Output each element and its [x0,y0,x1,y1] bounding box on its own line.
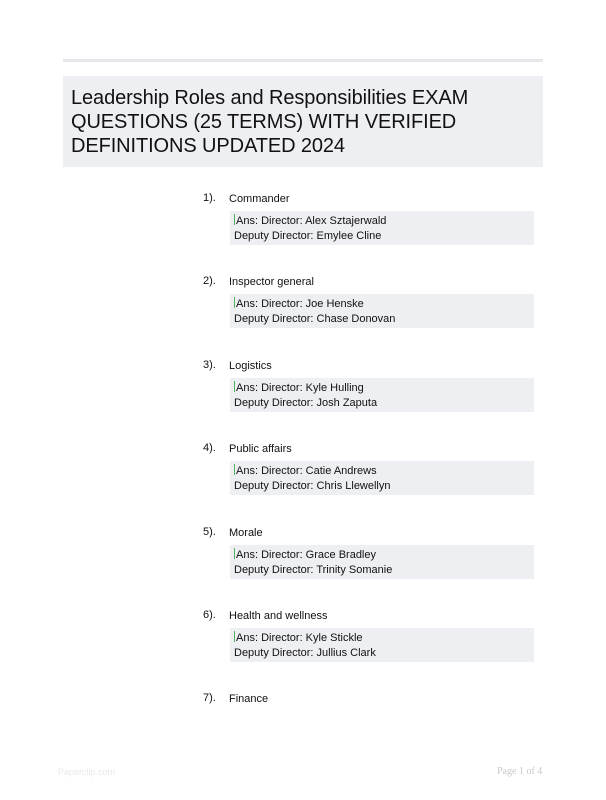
question-number: 2). [203,275,216,287]
question-term: Inspector general [229,276,314,288]
question-term: Health and wellness [229,610,328,622]
answer-box [230,628,534,662]
question-term: Public affairs [229,443,292,455]
answer-box [230,378,534,412]
question-term: Finance [229,693,269,705]
answer-box [230,211,534,245]
question-term: Morale [229,527,263,539]
answer-director: Ans: Director: Kyle Hulling [236,382,364,394]
question-number: 1). [203,192,216,204]
answer-marker [234,464,235,475]
answer-director: Ans: Director: Catie Andrews [236,465,377,477]
answer-director: Ans: Director: Alex Sztajerwald [236,215,387,227]
answer-marker [234,381,235,392]
answer-box [230,294,534,328]
document-title: Leadership Roles and Responsibilities EXAM QUESTIONS (25 TERMS) WITH VERIFIED DEFINITIONS UPDATED 2024 [71,87,469,157]
answer-deputy: Deputy Director: Trinity Somanie [234,564,393,576]
answer-marker [234,214,235,225]
answer-director: Ans: Director: Grace Bradley [236,549,376,561]
answer-deputy: Deputy Director: Chase Donovan [234,313,396,325]
answer-marker [234,297,235,308]
footer-watermark: Paperclip.com [58,767,116,777]
answer-director: Ans: Director: Joe Henske [236,298,364,310]
question-term: Commander [229,193,290,205]
question-term: Logistics [229,360,272,372]
answer-deputy: Deputy Director: Jullius Clark [234,647,376,659]
question-number: 3). [203,359,216,371]
answer-deputy: Deputy Director: Chris Llewellyn [234,480,391,492]
question-number: 4). [203,442,216,454]
answer-deputy: Deputy Director: Emylee Cline [234,230,382,242]
answer-marker [234,631,235,642]
question-number: 5). [203,526,216,538]
answer-marker [234,548,235,559]
title-banner [63,76,543,167]
top-divider [63,59,543,62]
answer-box [230,545,534,579]
answer-director: Ans: Director: Kyle Stickle [236,632,363,644]
question-number: 7). [203,692,216,704]
question-number: 6). [203,609,216,621]
answer-box [230,461,534,495]
page-indicator: Page 1 of 4 [497,766,543,777]
answer-deputy: Deputy Director: Josh Zaputa [234,397,378,409]
